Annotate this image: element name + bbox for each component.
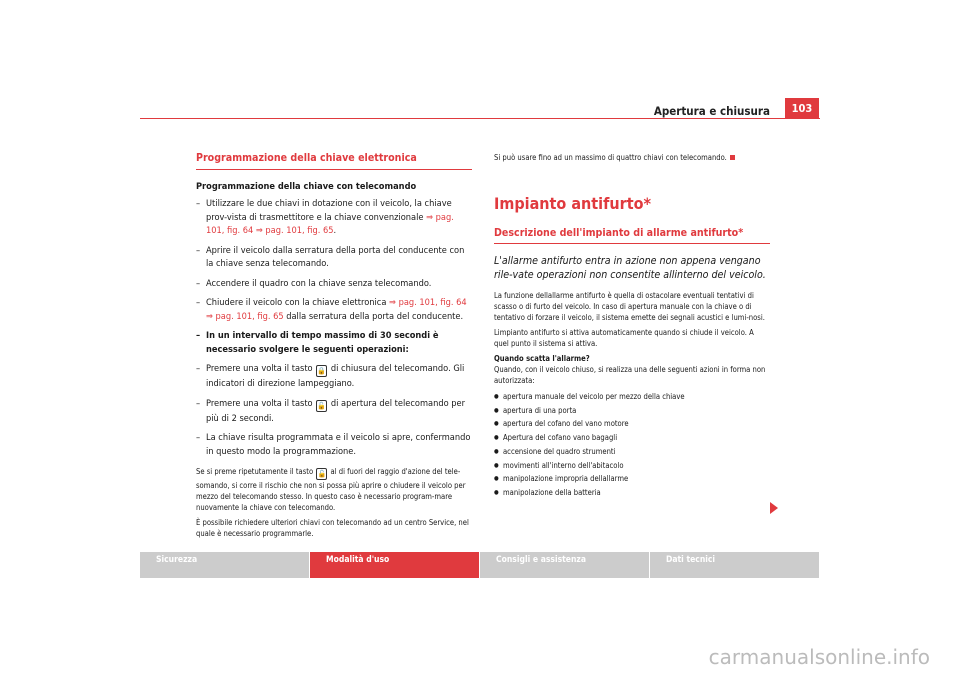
footer-tab-sicurezza[interactable]: Sicurezza (140, 552, 310, 578)
list-item: ● manipolazione impropria dellallarme (494, 472, 770, 486)
list-item: ● manipolazione della batteria (494, 486, 770, 500)
bullet-list (494, 390, 770, 500)
footer-tab-dati-tecnici[interactable]: Dati tecnici (650, 552, 820, 578)
step-4: – Chiudere il veicolo con la chiave elettronica ⇒ pag. 101, fig. 64 ⇒ pag. 101, fig. 65 dalla serratura della porta del conducente. (196, 297, 467, 322)
header-divider (140, 118, 820, 119)
step-1: – Utilizzare le due chiavi in dotazione con il veicolo, la chiave prov-vista di trasmettitore e la chiave convenzionale ⇒ pag. 101, fig. 64 ⇒ pag. 101, fig. 65. (196, 198, 454, 236)
step-5: – In un intervallo di tempo massimo di 30 secondi è necessario svolgere le seguenti operazioni: (196, 330, 439, 355)
paragraph: Limpianto antifurto si attiva automaticamente quando si chiude il veicolo. A quel punto il sistema si attiva. (494, 328, 754, 348)
page-ref-link[interactable]: ⇒ pag. 101, fig. 64 ⇒ pag. 101, fig. 65 (206, 297, 467, 322)
unlock-key-icon: 🔓 (317, 401, 327, 410)
step-6: – Premere una volta il tasto 🔒 di chiusura del telecomando. Gli indicatori di direzione lampeggiano. (196, 363, 465, 389)
key-button-icon: 🔓 (317, 470, 327, 478)
intro-text: Si può usare fino ad un massimo di quattro chiavi con telecomando. (494, 152, 770, 163)
step-7: – Premere una volta il tasto 🔓 di apertura del telecomando per più di 2 secondi. (196, 397, 465, 424)
section-heading: Descrizione dell'impianto di allarme antifurto* (494, 227, 770, 245)
watermark: carmanualsonline.info (708, 645, 930, 669)
end-marker-icon (730, 155, 735, 160)
list-item: ● Apertura del cofano vano bagagli (494, 431, 770, 445)
right-column (494, 152, 770, 500)
subheading: Programmazione della chiave con telecomando (196, 180, 417, 192)
left-column (196, 152, 472, 543)
page-number-badge: 103 (785, 98, 819, 118)
list-item: ● apertura del cofano del vano motore (494, 417, 770, 431)
list-item: ● apertura di una porta (494, 404, 770, 418)
page-ref-link[interactable]: ⇒ pag. 101, fig. 64 (206, 211, 454, 236)
list-item: ● movimenti all'interno dell'abitacolo (494, 459, 770, 473)
paragraph: Quando, con il veicolo chiuso, si realizza una delle seguenti azioni in forma non autorizzata: (494, 365, 766, 385)
footer-nav (140, 552, 820, 578)
footer-tab-consigli[interactable]: Consigli e assistenza (480, 552, 650, 578)
note: Se si preme ripetutamente il tasto 🔓 al di fuori del raggio d'azione del tele-somando, si corre il rischio che non si possa più aprire o chiudere il veicolo per mezzo del telecomando stesso. In questo caso è necessario program-mare nuovamente la chiave con telecomando. È possibile richiedere ulteriori chiavi con telecomando ad un centro Service, nel quale è necessario programmarle. (196, 467, 469, 538)
header-title: Apertura e chiusura (653, 104, 770, 118)
lock-key-icon: 🔒 (317, 367, 327, 375)
step-2: – Aprire il veicolo dalla serratura della porta del conducente con la chiave senza telecomando. (196, 244, 465, 269)
footer-tab-modalita-uso[interactable]: Modalità d'uso (310, 552, 480, 578)
list-item: ● accensione del quadro strumenti (494, 445, 770, 459)
question-heading: Quando scatta l'allarme? (494, 354, 590, 363)
page-ref-link[interactable]: ⇒ pag. 101, fig. 65 (255, 225, 334, 236)
step-3: – Accendere il quadro con la chiave senza telecomando. (196, 277, 432, 289)
paragraph: La funzione dellallarme antifurto è quella di ostacolare eventuali tentativi di scasso o di furto del veicolo. In caso di apertura manuale con la chiave o di tentativo di forzare il veicolo, il sistema emette dei segnali acustici e lumi-nosi. (494, 291, 765, 322)
list-item: ● apertura manuale del veicolo per mezzo della chiave (494, 390, 770, 404)
section-heading: Programmazione della chiave elettronica (196, 152, 472, 170)
chapter-title: Impianto antifurto* (494, 194, 652, 213)
next-page-arrow-icon[interactable] (770, 502, 778, 514)
intro-italic: L'allarme antifurto entra in azione non appena vengano rile-vate operazioni non consentite allinterno del veicolo. (494, 255, 766, 281)
step-8: – La chiave risulta programmata e il veicolo si apre, confermando in questo modo la programmazione. (196, 432, 471, 457)
